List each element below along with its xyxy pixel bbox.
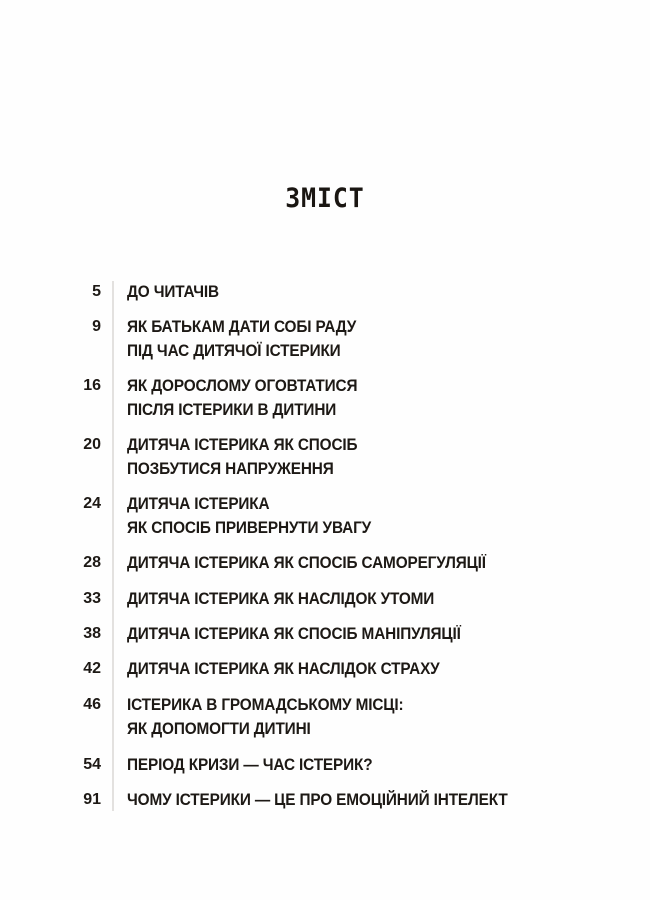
toc-page-number: 28 — [83, 554, 101, 571]
vertical-divider — [112, 281, 114, 811]
toc-entry-title — [127, 315, 592, 363]
toc-entry-line: ДО ЧИТАЧІВ — [127, 283, 219, 301]
toc-entry-title — [127, 753, 592, 777]
toc-entry-title — [127, 492, 592, 540]
toc-entry-line: ЯК БАТЬКАМ ДАТИ СОБІ РАДУ — [127, 318, 357, 336]
toc-entry-title — [127, 374, 592, 422]
toc-page-number: 38 — [83, 625, 101, 642]
toc-entry-line: ПІД ЧАС ДИТЯЧОЇ ІСТЕРИКИ — [127, 342, 341, 360]
toc-entry-line: ДИТЯЧА ІСТЕРИКА ЯК СПОСІБ МАНІПУЛЯЦІЇ — [127, 625, 461, 643]
toc-entry-line: ДИТЯЧА ІСТЕРИКА ЯК СПОСІБ — [127, 436, 358, 454]
toc-page-number: 54 — [83, 756, 101, 773]
toc-entry-line: ДИТЯЧА ІСТЕРИКА ЯК НАСЛІДОК УТОМИ — [127, 590, 435, 608]
toc-page-number: 5 — [92, 283, 101, 300]
toc-page-number: 16 — [83, 377, 101, 394]
toc-entry-title — [127, 657, 592, 681]
toc-entry-line: ПОЗБУТИСЯ НАПРУЖЕННЯ — [127, 460, 334, 478]
toc-entry-title — [127, 551, 592, 575]
toc-entry-line: ІСТЕРИКА В ГРОМАДСЬКОМУ МІСЦІ: — [127, 696, 404, 714]
toc-entry-line: ДИТЯЧА ІСТЕРИКА ЯК СПОСІБ САМОРЕГУЛЯЦІЇ — [127, 554, 486, 572]
toc-entry-line: ПЕРІОД КРИЗИ — ЧАС ІСТЕРИК? — [127, 756, 373, 774]
toc-entry-title — [127, 788, 592, 812]
toc-entry-line: ЧОМУ ІСТЕРИКИ — ЦЕ ПРО ЕМОЦІЙНИЙ ІНТЕЛЕКТ — [127, 791, 508, 809]
toc-entry-title — [127, 622, 592, 646]
toc-page-number: 20 — [83, 436, 101, 453]
page-title: ЗМІСТ — [285, 183, 365, 214]
toc-page-number: 42 — [83, 660, 101, 677]
toc-entry-title — [127, 280, 592, 304]
toc-page-number: 91 — [83, 791, 101, 808]
toc-page-number: 24 — [83, 495, 101, 512]
toc-entry-title — [127, 587, 592, 611]
toc-entry-line: ЯК ДОРОСЛОМУ ОГОВТАТИСЯ — [127, 377, 358, 395]
toc-entry-line: ПІСЛЯ ІСТЕРИКИ В ДИТИНИ — [127, 401, 337, 419]
toc-page-number: 9 — [92, 318, 101, 335]
toc-page-number: 46 — [83, 696, 101, 713]
toc-entry-title — [127, 433, 592, 481]
toc-entry-line: ДИТЯЧА ІСТЕРИКА ЯК НАСЛІДОК СТРАХУ — [127, 660, 440, 678]
toc-page-number: 33 — [83, 590, 101, 607]
toc-entry-line: ДИТЯЧА ІСТЕРИКА — [127, 495, 270, 513]
toc-entry-line: ЯК ДОПОМОГТИ ДИТИНІ — [127, 720, 311, 738]
toc-entry-line: ЯК СПОСІБ ПРИВЕРНУТИ УВАГУ — [127, 519, 372, 537]
toc-entry-title — [127, 693, 592, 741]
